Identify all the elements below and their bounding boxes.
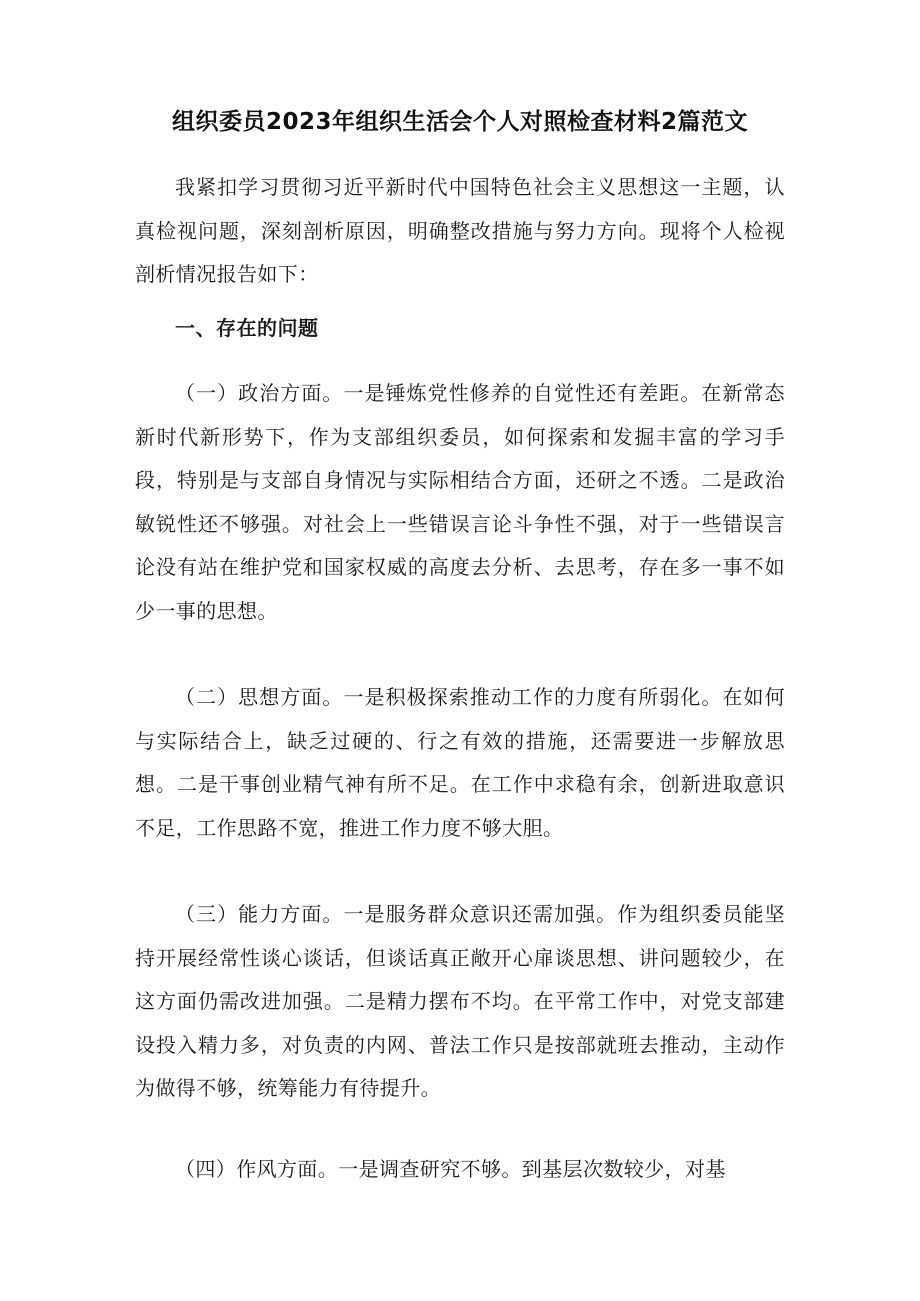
section-heading-problems: 一、存在的问题	[175, 316, 319, 340]
paragraph-style	[135, 1148, 785, 1192]
paragraph-ability-text: （三）能力方面。一是服务群众意识还需加强。作为组织委员能坚持开展经常性谈心谈话，但谈话真正敞开心扉谈思想、讲问题较少，在这方面仍需改进加强。二是精力摆布不均。在平常工作中，对党支部建设投入精力多，对负责的内网、普法工作只是按部就班去推动，主动作为做得不够，统筹能力有待提升。	[135, 902, 785, 1100]
paragraph-ideological	[135, 676, 785, 850]
paragraph-ideological-text: （二）思想方面。一是积极探索推动工作的力度有所弱化。在如何与实际结合上，缺乏过硬的、行之有效的措施，还需要进一步解放思想。二是干事创业精气神有所不足。在工作中求稳有余，创新进取意识不足，工作思路不宽，推进工作力度不够大胆。	[135, 685, 785, 840]
paragraph-ability	[135, 893, 785, 1111]
document-title: 组织委员2023年组织生活会个人对照检查材料2篇范文	[171, 109, 749, 135]
paragraph-political	[135, 372, 785, 633]
paragraph-style-text: （四）作风方面。一是调查研究不够。到基层次数较少，对基	[175, 1157, 726, 1181]
intro-paragraph	[135, 166, 785, 297]
intro-text: 我紧扣学习贯彻习近平新时代中国特色社会主义思想这一主题，认真检视问题，深刻剖析原因，明确整改措施与努力方向。现将个人检视剖析情况报告如下：	[135, 175, 785, 286]
paragraph-political-text: （一）政治方面。一是锤炼党性修养的自觉性还有差距。在新常态新时代新形势下，作为支部组织委员，如何探索和发掘丰富的学习手段，特别是与支部自身情况与实际相结合方面，还研之不透。二是政治敏锐性还不够强。对社会上一些错误言论斗争性不强，对于一些错误言论没有站在维护党和国家权威的高度去分析、去思考，存在多一事不如少一事的思想。	[135, 381, 785, 623]
